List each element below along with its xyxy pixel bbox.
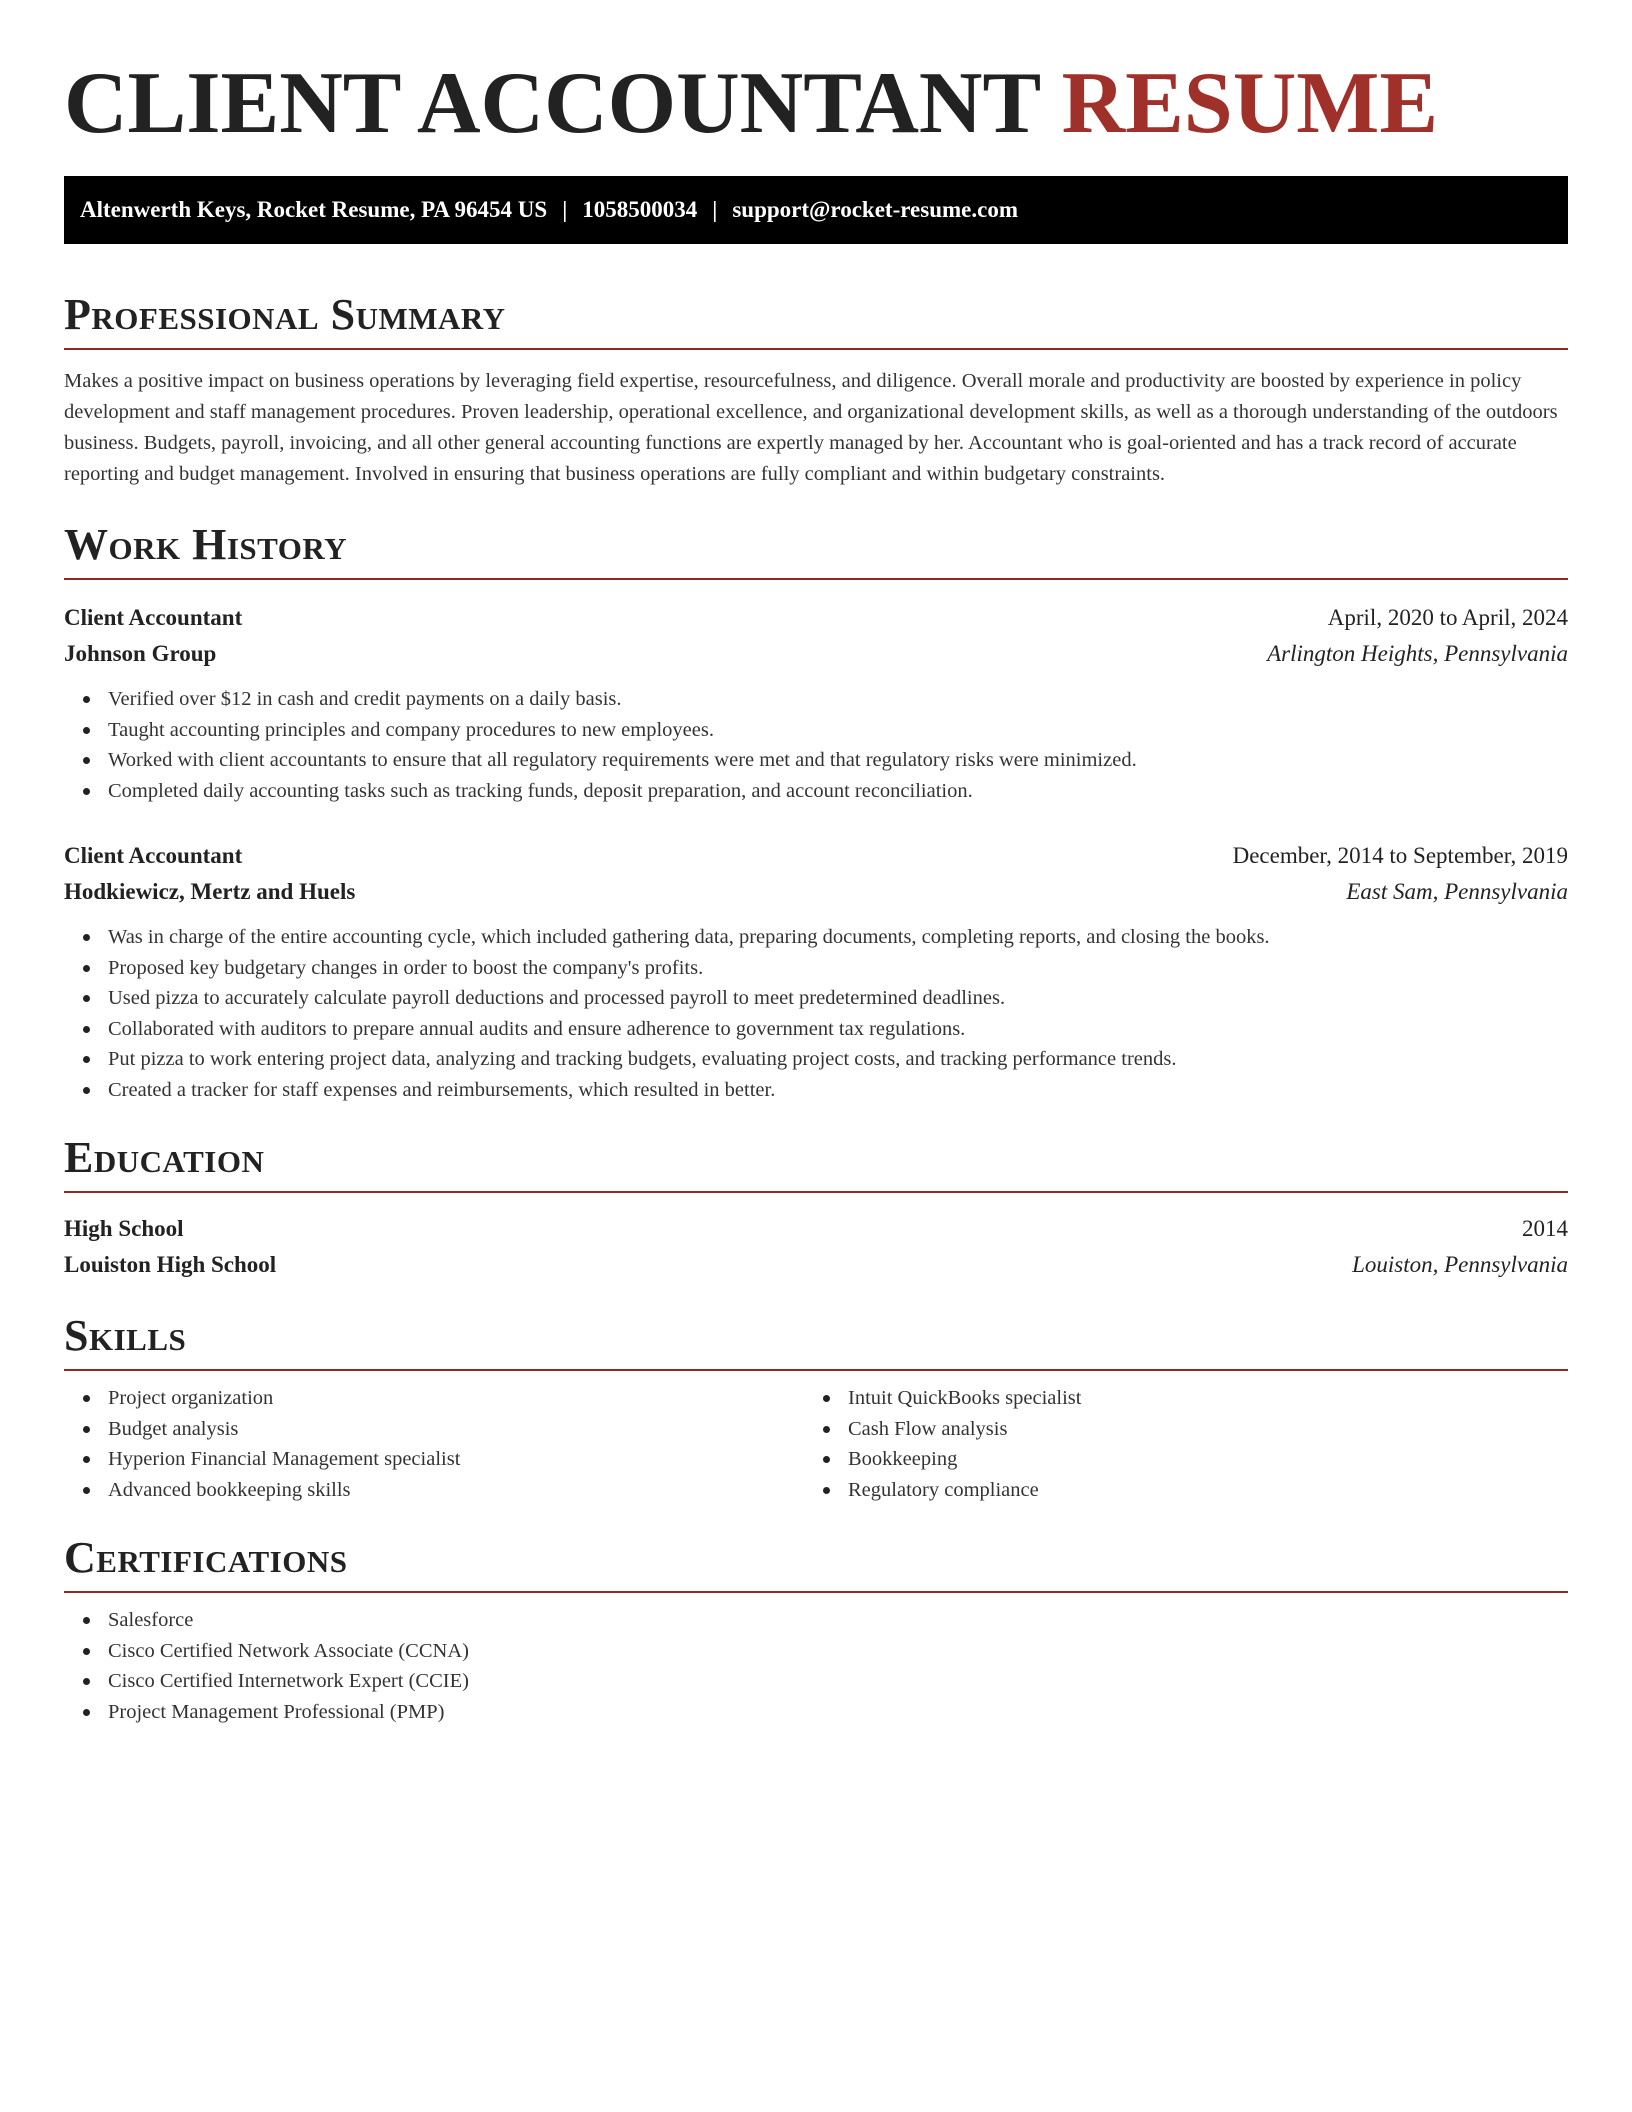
job-title: Client Accountant xyxy=(64,843,243,868)
contact-address: Altenwerth Keys, Rocket Resume, PA 96454 US xyxy=(80,197,548,222)
skill-item: Budget analysis xyxy=(108,1414,804,1445)
contact-phone: 1058500034 xyxy=(582,197,698,222)
skills-grid xyxy=(64,1383,1568,1505)
skills-heading: Skills xyxy=(64,1311,1568,1371)
job-bullet: Used pizza to accurately calculate payroll deductions and processed payroll to meet predetermined deadlines. xyxy=(108,983,1568,1014)
education-entry xyxy=(64,1211,1568,1283)
certification-item: Salesforce xyxy=(108,1605,1568,1636)
work-history-heading: Work History xyxy=(64,520,1568,580)
job-bullet: Was in charge of the entire accounting cycle, which included gathering data, preparing documents, completing reports, and closing the books. xyxy=(108,922,1568,953)
certifications-section xyxy=(64,1533,1568,1727)
title-main: CLIENT ACCOUNTANT xyxy=(64,55,1040,152)
job-location: Arlington Heights, Pennsylvania xyxy=(1267,641,1568,666)
job-company: Johnson Group xyxy=(64,641,217,666)
certification-item: Cisco Certified Network Associate (CCNA) xyxy=(108,1636,1568,1667)
education-school-row xyxy=(64,1247,1568,1283)
summary-heading: Professional Summary xyxy=(64,290,1568,350)
certification-item: Project Management Professional (PMP) xyxy=(108,1697,1568,1728)
resume-title xyxy=(64,56,1568,152)
skill-item: Intuit QuickBooks specialist xyxy=(848,1383,1544,1414)
job-bullet: Created a tracker for staff expenses and reimbursements, which resulted in better. xyxy=(108,1075,1568,1106)
job-company-row xyxy=(64,636,1568,672)
skills-list xyxy=(64,1383,804,1505)
job-bullet: Put pizza to work entering project data, analyzing and tracking budgets, evaluating project costs, and tracking performance trends. xyxy=(108,1044,1568,1075)
summary-text: Makes a positive impact on business operations by leveraging field expertise, resourcefulness, and diligence. Overall morale and productivity are boosted by experience in policy development and staff management procedures. Proven leadership, operational excellence, and organizational development skills, as well as a thorough understanding of the outdoors business. Budgets, payroll, invoicing, and all other general accounting functions are expertly managed by her. Accountant who is goal-oriented and has a track record of accurate reporting and budget management. Involved in ensuring that business operations are fully compliant and within budgetary constraints. xyxy=(64,370,1558,485)
certifications-list xyxy=(64,1605,1568,1727)
job-bullet: Proposed key budgetary changes in order to boost the company's profits. xyxy=(108,953,1568,984)
education-degree-row xyxy=(64,1211,1568,1247)
job-location: East Sam, Pennsylvania xyxy=(1346,879,1568,904)
skills-list xyxy=(804,1383,1544,1505)
resume-page xyxy=(64,56,1568,1727)
skills-column-left xyxy=(64,1383,804,1505)
job-bullets xyxy=(64,922,1568,1105)
job-entry xyxy=(64,600,1568,806)
skill-item: Cash Flow analysis xyxy=(848,1414,1544,1445)
education-section xyxy=(64,1133,1568,1283)
skill-item: Project organization xyxy=(108,1383,804,1414)
education-degree: High School xyxy=(64,1216,184,1241)
contact-bar xyxy=(64,176,1568,244)
education-location: Louiston, Pennsylvania xyxy=(1352,1252,1568,1277)
job-bullet: Collaborated with auditors to prepare annual audits and ensure adherence to government tax regulations. xyxy=(108,1014,1568,1045)
education-year: 2014 xyxy=(1522,1216,1568,1241)
certification-item: Cisco Certified Internetwork Expert (CCIE) xyxy=(108,1666,1568,1697)
skills-section xyxy=(64,1311,1568,1505)
contact-separator: | xyxy=(562,197,568,222)
education-heading: Education xyxy=(64,1133,1568,1193)
skills-column-right xyxy=(804,1383,1544,1505)
title-accent: RESUME xyxy=(1061,55,1439,152)
skill-item: Hyperion Financial Management specialist xyxy=(108,1444,804,1475)
job-dates: April, 2020 to April, 2024 xyxy=(1327,605,1568,630)
skill-item: Bookkeeping xyxy=(848,1444,1544,1475)
job-company-row xyxy=(64,874,1568,910)
job-bullets xyxy=(64,684,1568,806)
job-bullet: Completed daily accounting tasks such as tracking funds, deposit preparation, and account reconciliation. xyxy=(108,776,1568,807)
summary-section xyxy=(64,290,1568,490)
education-school: Louiston High School xyxy=(64,1252,277,1277)
job-bullet: Taught accounting principles and company procedures to new employees. xyxy=(108,715,1568,746)
work-history-section xyxy=(64,520,1568,1105)
job-title-row xyxy=(64,838,1568,874)
skill-item: Regulatory compliance xyxy=(848,1475,1544,1506)
job-bullet: Worked with client accountants to ensure that all regulatory requirements were met and that regulatory risks were minimized. xyxy=(108,745,1568,776)
job-bullet: Verified over $12 in cash and credit payments on a daily basis. xyxy=(108,684,1568,715)
job-title: Client Accountant xyxy=(64,605,243,630)
job-company: Hodkiewicz, Mertz and Huels xyxy=(64,879,356,904)
job-dates: December, 2014 to September, 2019 xyxy=(1232,843,1568,868)
job-entry xyxy=(64,838,1568,1105)
job-title-row xyxy=(64,600,1568,636)
skill-item: Advanced bookkeeping skills xyxy=(108,1475,804,1506)
contact-separator: | xyxy=(712,197,718,222)
contact-email: support@rocket-resume.com xyxy=(732,197,1018,222)
certifications-heading: Certifications xyxy=(64,1533,1568,1593)
